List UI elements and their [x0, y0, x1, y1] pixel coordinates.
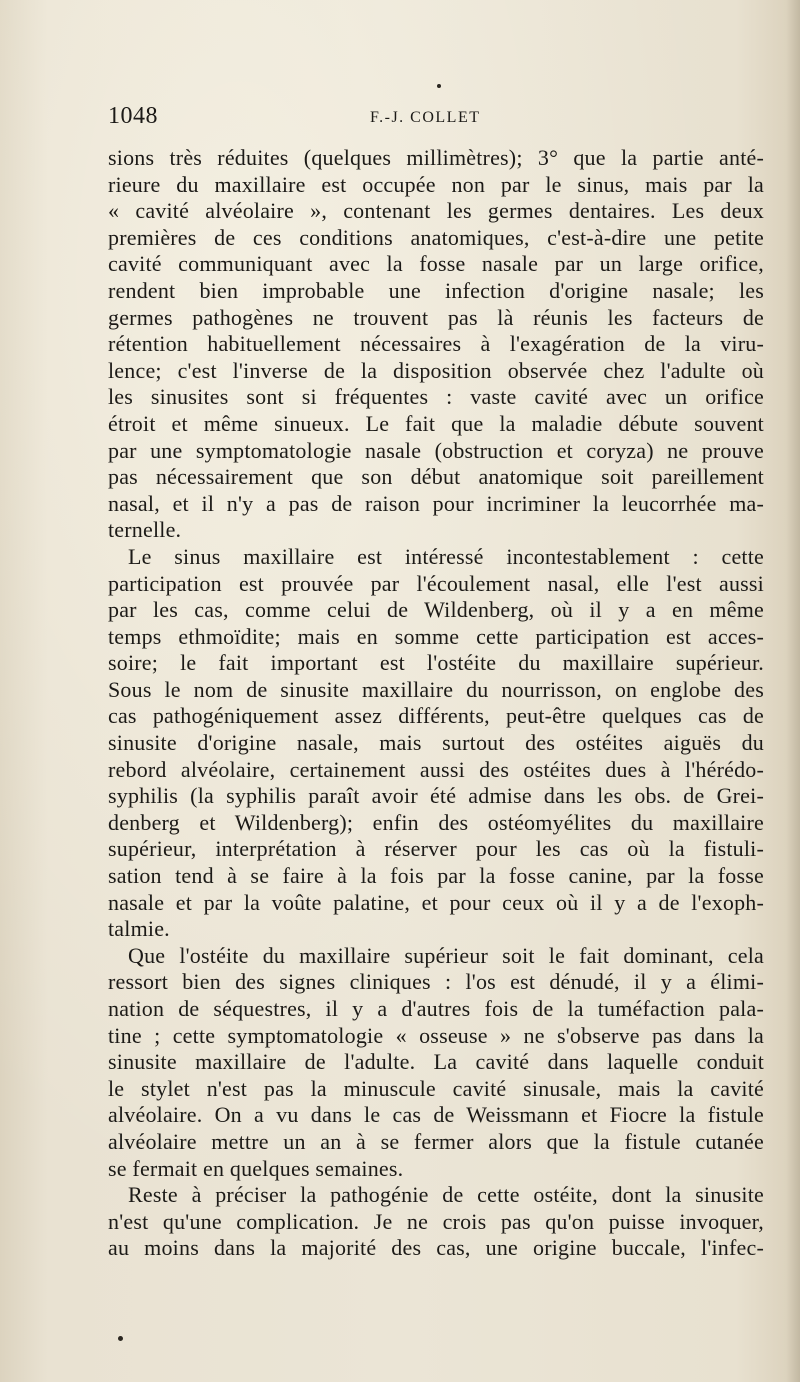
text-line: syphilis (la syphilis paraît avoir été admise dans les obs. de Grei- — [108, 783, 764, 809]
page-number: 1048 — [108, 103, 158, 129]
text-line: rebord alvéolaire, certainement aussi des ostéites dues à l'hérédo- — [108, 756, 764, 782]
text-line: tine ; cette symptomatologie « osseuse » ne s'observe pas dans la — [108, 1022, 764, 1048]
text-line: Reste à préciser la pathogénie de cette ostéite, dont la sinusite — [128, 1182, 764, 1208]
text-line: germes pathogènes ne trouvent pas là réunis les facteurs de — [108, 304, 764, 330]
text-line: rétention habituellement nécessaires à l'exagération de la viru- — [108, 331, 764, 357]
text-line: cavité communiquant avec la fosse nasale par un large orifice, — [108, 251, 764, 277]
text-line: sation tend à se faire à la fois par la fosse canine, par la fosse — [108, 863, 764, 889]
text-line: participation est prouvée par l'écoulement nasal, elle l'est aussi — [108, 570, 764, 596]
ink-speck — [118, 1336, 123, 1341]
text-line: étroit et même sinueux. Le fait que la maladie débute souvent — [108, 410, 764, 436]
page-edge-shadow — [786, 0, 800, 1382]
text-line: ressort bien des signes cliniques : l'os est dénudé, il y a élimi- — [108, 969, 764, 995]
text-line: talmie. — [108, 916, 170, 942]
text-line: au moins dans la majorité des cas, une origine buccale, l'infec- — [108, 1235, 764, 1261]
text-line: rieure du maxillaire est occupée non par le sinus, mais par la — [108, 171, 764, 197]
text-line: se fermait en quelques semaines. — [108, 1155, 404, 1181]
text-line: sinusite d'origine nasale, mais surtout des ostéites aiguës du — [108, 730, 764, 756]
text-line: alvéolaire mettre un an à se fermer alors que la fistule cutanée — [108, 1128, 764, 1154]
text-line: Que l'ostéite du maxillaire supérieur soit le fait dominant, cela — [128, 942, 764, 968]
text-line: soire; le fait important est l'ostéite du maxillaire supérieur. — [108, 650, 764, 676]
text-line: « cavité alvéolaire », contenant les germes dentaires. Les deux — [108, 198, 764, 224]
text-line: nasale et par la voûte palatine, et pour ceux où il y a de l'exoph- — [108, 889, 764, 915]
text-line: nasal, et il n'y a pas de raison pour incriminer la leucorrhée ma- — [108, 490, 764, 516]
text-line: supérieur, interprétation à réserver pour les cas où la fistuli- — [108, 836, 764, 862]
text-line: premières de ces conditions anatomiques, c'est-à-dire une petite — [108, 224, 764, 250]
text-line: le stylet n'est pas la minuscule cavité sinusale, mais la cavité — [108, 1075, 764, 1101]
text-line: alvéolaire. On a vu dans le cas de Weissmann et Fiocre la fistule — [108, 1102, 764, 1128]
text-line: les sinusites sont si fréquentes : vaste cavité avec un orifice — [108, 384, 764, 410]
text-line: sinusite maxillaire de l'adulte. La cavité dans laquelle conduit — [108, 1049, 764, 1075]
text-line: n'est qu'une complication. Je ne crois pas qu'on puisse invoquer, — [108, 1208, 764, 1234]
text-line: Sous le nom de sinusite maxillaire du nourrisson, on englobe des — [108, 676, 764, 702]
text-line: par les cas, comme celui de Wildenberg, où il y a en même — [108, 597, 764, 623]
text-line: cas pathogéniquement assez différents, peut-être quelques cas de — [108, 703, 764, 729]
ink-speck — [437, 84, 441, 88]
text-line: par une symptomatologie nasale (obstruction et coryza) ne prouve — [108, 437, 764, 463]
text-line: temps ethmoïdite; mais en somme cette participation est acces- — [108, 623, 764, 649]
text-line: sions très réduites (quelques millimètres); 3° que la partie anté- — [108, 145, 764, 170]
text-line: Le sinus maxillaire est intéressé incontestablement : cette — [128, 543, 764, 569]
text-line: rendent bien improbable une infection d'origine nasale; les — [108, 277, 764, 303]
page-header — [108, 103, 764, 133]
text-line: lence; c'est l'inverse de la disposition observée chez l'adulte où — [108, 357, 764, 383]
text-line: pas nécessairement que son début anatomique soit pareillement — [108, 464, 764, 490]
text-line: nation de séquestres, il y a d'autres fois de la tuméfaction pala- — [108, 996, 764, 1021]
running-head: F.-J. COLLET — [370, 109, 481, 126]
text-line: ternelle. — [108, 517, 182, 543]
body-text — [108, 145, 764, 1262]
text-line: denberg et Wildenberg); enfin des ostéomyélites du maxillaire — [108, 809, 764, 835]
